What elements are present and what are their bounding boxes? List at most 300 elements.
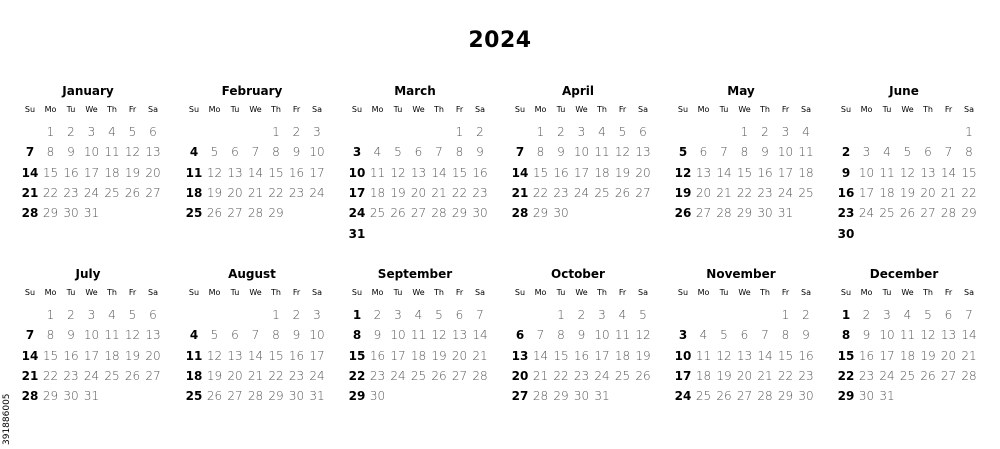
- day-cell: 2: [373, 308, 382, 322]
- day-cell: 21: [716, 185, 732, 200]
- day-cell: 8: [352, 328, 362, 343]
- day-cell: 25: [410, 368, 427, 383]
- weekday-label: Fr: [292, 288, 301, 297]
- weekday-label: Fr: [781, 288, 790, 297]
- day-cell: 30: [798, 389, 814, 404]
- weekday-label: We: [85, 105, 98, 114]
- day-cell: 1: [46, 308, 55, 322]
- day-cell: 1: [740, 125, 749, 139]
- day-cell: 4: [903, 308, 912, 322]
- day-cell: 17: [858, 185, 875, 200]
- month-june: [836, 84, 977, 244]
- day-cell: 28: [21, 389, 39, 404]
- weekday-label: Tu: [230, 105, 240, 114]
- weekday-label: Sa: [312, 288, 322, 297]
- day-cell: 26: [431, 368, 447, 383]
- day-cell: 11: [104, 145, 120, 160]
- day-cell: 6: [515, 328, 525, 343]
- day-cell: 8: [46, 145, 55, 160]
- day-cell: 14: [21, 348, 39, 363]
- weekday-label: Fr: [292, 105, 301, 114]
- day-cell: 21: [961, 348, 977, 363]
- day-cell: 8: [781, 328, 790, 343]
- day-cell: 19: [124, 348, 141, 363]
- day-cell: 4: [699, 328, 708, 343]
- day-cell: 23: [573, 368, 590, 383]
- day-cell: 17: [309, 165, 325, 180]
- weekday-label: Mo: [371, 105, 384, 114]
- day-cell: 5: [128, 125, 137, 139]
- day-cell: 2: [67, 308, 75, 322]
- weekday-label: Su: [188, 105, 200, 114]
- day-cell: 17: [573, 165, 590, 180]
- day-cell: 26: [124, 368, 141, 383]
- weekday-label: Tu: [393, 288, 403, 297]
- day-cell: 9: [292, 145, 301, 160]
- day-cell: 14: [247, 165, 264, 180]
- weekday-label: Tu: [66, 105, 76, 114]
- day-cell: 4: [189, 145, 199, 160]
- day-cell: 11: [185, 348, 203, 363]
- day-cell: 26: [614, 185, 631, 200]
- weekday-label: Su: [514, 105, 526, 114]
- day-cell: 15: [42, 348, 59, 363]
- day-cell: 4: [598, 125, 606, 139]
- month-december: [836, 267, 977, 427]
- day-cell: 4: [373, 145, 382, 160]
- day-cell: 24: [573, 185, 590, 200]
- day-cell: 23: [798, 368, 814, 383]
- month-title: December: [869, 267, 939, 281]
- day-cell: 20: [145, 165, 161, 180]
- day-cell: 1: [46, 125, 55, 139]
- day-cell: 20: [145, 348, 161, 363]
- day-cell: 17: [309, 348, 325, 363]
- day-cell: 27: [145, 185, 161, 200]
- month-title: July: [75, 267, 101, 281]
- day-cell: 12: [124, 328, 141, 343]
- day-cell: 13: [227, 348, 243, 363]
- day-cell: 30: [757, 206, 773, 221]
- day-cell: 16: [837, 185, 855, 200]
- day-cell: 1: [352, 308, 362, 322]
- day-cell: 30: [573, 389, 590, 404]
- weekday-label: Sa: [475, 288, 485, 297]
- weekday-label: Th: [597, 288, 607, 297]
- day-cell: 24: [83, 368, 100, 383]
- day-cell: 6: [231, 328, 239, 343]
- day-cell: 1: [965, 125, 973, 139]
- day-cell: 27: [511, 389, 529, 404]
- day-cell: 9: [292, 328, 301, 343]
- day-cell: 4: [802, 125, 810, 139]
- day-cell: 11: [899, 328, 916, 343]
- weekday-label: We: [249, 105, 262, 114]
- day-cell: 16: [553, 165, 569, 180]
- day-cell: 23: [757, 185, 773, 200]
- weekday-label: Su: [514, 288, 526, 297]
- weekday-label: Sa: [964, 288, 974, 297]
- day-cell: 10: [573, 145, 590, 160]
- day-cell: 18: [879, 185, 895, 200]
- day-cell: 29: [837, 389, 855, 404]
- day-cell: 16: [472, 165, 488, 180]
- day-cell: 15: [553, 348, 569, 363]
- day-cell: 19: [431, 348, 447, 363]
- weekday-label: Mo: [697, 288, 710, 297]
- day-cell: 21: [247, 368, 264, 383]
- day-cell: 29: [348, 389, 366, 404]
- day-cell: 16: [63, 348, 79, 363]
- day-cell: 21: [431, 185, 447, 200]
- day-cell: 13: [635, 145, 651, 160]
- day-cell: 8: [46, 328, 55, 343]
- day-cell: 20: [227, 185, 243, 200]
- day-cell: 29: [553, 389, 569, 404]
- day-cell: 7: [965, 308, 973, 322]
- day-cell: 26: [206, 206, 223, 221]
- day-cell: 1: [841, 308, 851, 322]
- day-cell: 5: [394, 145, 402, 160]
- day-cell: 10: [674, 348, 692, 363]
- month-july: [20, 267, 161, 427]
- day-cell: 11: [798, 145, 814, 160]
- day-cell: 1: [455, 125, 464, 139]
- day-cell: 12: [920, 328, 936, 343]
- day-cell: 16: [369, 348, 386, 363]
- weekday-label: We: [738, 105, 751, 114]
- day-cell: 20: [410, 185, 427, 200]
- day-cell: 10: [348, 165, 366, 180]
- day-cell: 12: [124, 145, 141, 160]
- day-cell: 2: [67, 125, 75, 139]
- day-cell: 2: [577, 308, 586, 322]
- weekday-label: Th: [271, 105, 281, 114]
- day-cell: 3: [678, 328, 688, 343]
- day-cell: 27: [410, 206, 427, 221]
- day-cell: 7: [476, 308, 484, 322]
- day-cell: 10: [390, 328, 406, 343]
- weekday-label: Th: [597, 105, 607, 114]
- day-cell: 3: [313, 308, 321, 322]
- day-cell: 14: [247, 348, 264, 363]
- day-cell: 9: [802, 328, 810, 343]
- weekday-label: Th: [760, 105, 770, 114]
- day-cell: 11: [594, 145, 610, 160]
- day-cell: 15: [268, 348, 284, 363]
- day-cell: 24: [390, 368, 406, 383]
- day-cell: 22: [553, 368, 569, 383]
- day-cell: 18: [695, 368, 712, 383]
- weekday-label: Th: [923, 105, 933, 114]
- day-cell: 6: [455, 308, 464, 322]
- day-cell: 24: [674, 389, 692, 404]
- day-cell: 29: [961, 206, 977, 221]
- day-cell: 13: [227, 165, 243, 180]
- day-cell: 27: [145, 368, 161, 383]
- weekday-label: Tu: [882, 288, 892, 297]
- day-cell: 14: [757, 348, 773, 363]
- weekday-label: Fr: [455, 105, 464, 114]
- day-cell: 19: [899, 185, 916, 200]
- day-cell: 30: [63, 389, 79, 404]
- day-cell: 15: [736, 165, 753, 180]
- day-cell: 21: [757, 368, 773, 383]
- day-cell: 15: [961, 165, 977, 180]
- day-cell: 27: [736, 389, 753, 404]
- weekday-label: Sa: [638, 288, 648, 297]
- day-cell: 4: [618, 308, 627, 322]
- weekday-label: Su: [24, 288, 36, 297]
- weekday-label: Fr: [944, 105, 953, 114]
- month-title: June: [889, 84, 919, 98]
- month-september: [347, 267, 488, 427]
- day-cell: 19: [390, 185, 406, 200]
- day-cell: 3: [598, 308, 606, 322]
- day-cell: 8: [841, 328, 851, 343]
- day-cell: 22: [268, 368, 284, 383]
- day-cell: 5: [639, 308, 647, 322]
- weekday-label: Th: [923, 288, 933, 297]
- day-cell: 29: [777, 389, 794, 404]
- day-cell: 18: [185, 368, 203, 383]
- month-august: [184, 267, 325, 427]
- day-cell: 12: [674, 165, 692, 180]
- day-cell: 31: [83, 206, 100, 221]
- day-cell: 24: [858, 206, 875, 221]
- day-cell: 18: [614, 348, 631, 363]
- day-cell: 1: [781, 308, 790, 322]
- day-cell: 30: [369, 389, 386, 404]
- day-cell: 3: [87, 308, 96, 322]
- day-cell: 28: [247, 389, 264, 404]
- day-cell: 31: [594, 389, 610, 404]
- day-cell: 16: [288, 165, 305, 180]
- day-cell: 25: [879, 206, 895, 221]
- day-cell: 28: [940, 206, 957, 221]
- weekday-label: Th: [107, 105, 117, 114]
- day-cell: 5: [435, 308, 443, 322]
- weekday-label: Su: [677, 105, 689, 114]
- day-cell: 21: [472, 348, 488, 363]
- day-cell: 25: [899, 368, 916, 383]
- day-cell: 16: [63, 165, 79, 180]
- day-cell: 26: [635, 368, 651, 383]
- day-cell: 25: [369, 206, 386, 221]
- day-cell: 19: [206, 368, 223, 383]
- day-cell: 13: [145, 328, 161, 343]
- day-cell: 28: [716, 206, 732, 221]
- month-april: [510, 84, 651, 244]
- day-cell: 26: [674, 206, 692, 221]
- month-title: January: [62, 84, 114, 98]
- day-cell: 2: [841, 145, 851, 160]
- day-cell: 15: [777, 348, 794, 363]
- day-cell: 4: [108, 308, 116, 322]
- day-cell: 21: [247, 185, 264, 200]
- day-cell: 20: [511, 368, 529, 383]
- day-cell: 11: [104, 328, 120, 343]
- day-cell: 30: [63, 206, 79, 221]
- day-cell: 19: [614, 165, 631, 180]
- day-cell: 8: [965, 145, 973, 160]
- day-cell: 10: [309, 145, 325, 160]
- day-cell: 6: [944, 308, 953, 322]
- day-cell: 31: [348, 226, 366, 241]
- day-cell: 9: [557, 145, 565, 160]
- weekday-label: We: [412, 288, 425, 297]
- day-cell: 27: [920, 206, 936, 221]
- day-cell: 30: [288, 389, 305, 404]
- day-cell: 12: [390, 165, 406, 180]
- day-cell: 10: [594, 328, 610, 343]
- day-cell: 7: [720, 145, 728, 160]
- day-cell: 12: [206, 348, 223, 363]
- day-cell: 10: [777, 145, 794, 160]
- day-cell: 19: [206, 185, 223, 200]
- day-cell: 16: [858, 348, 875, 363]
- day-cell: 29: [736, 206, 753, 221]
- day-cell: 24: [879, 368, 895, 383]
- day-cell: 21: [21, 185, 39, 200]
- month-title: October: [551, 267, 605, 281]
- day-cell: 22: [777, 368, 794, 383]
- day-cell: 14: [940, 165, 957, 180]
- weekday-label: Sa: [148, 288, 158, 297]
- day-cell: 3: [352, 145, 362, 160]
- day-cell: 23: [369, 368, 386, 383]
- weekday-label: Tu: [882, 105, 892, 114]
- day-cell: 15: [42, 165, 59, 180]
- day-cell: 23: [288, 368, 305, 383]
- day-cell: 30: [553, 206, 569, 221]
- day-cell: 23: [63, 185, 79, 200]
- day-cell: 24: [83, 185, 100, 200]
- weekday-label: Fr: [128, 105, 137, 114]
- month-february: [184, 84, 325, 244]
- day-cell: 7: [25, 145, 35, 160]
- day-cell: 7: [944, 145, 953, 160]
- day-cell: 24: [309, 368, 325, 383]
- weekday-label: Th: [434, 288, 444, 297]
- day-cell: 25: [594, 185, 610, 200]
- day-cell: 24: [594, 368, 610, 383]
- day-cell: 6: [699, 145, 708, 160]
- day-cell: 31: [777, 206, 794, 221]
- day-cell: 29: [42, 389, 59, 404]
- day-cell: 5: [720, 328, 728, 343]
- day-cell: 25: [185, 206, 203, 221]
- weekday-label: Mo: [534, 105, 547, 114]
- weekday-label: Tu: [556, 105, 566, 114]
- weekday-label: Su: [351, 105, 363, 114]
- day-cell: 5: [210, 328, 219, 343]
- day-cell: 16: [757, 165, 773, 180]
- day-cell: 23: [288, 185, 305, 200]
- day-cell: 3: [87, 125, 96, 139]
- month-title: May: [727, 84, 755, 98]
- day-cell: 9: [67, 145, 75, 160]
- day-cell: 26: [716, 389, 732, 404]
- day-cell: 20: [920, 185, 936, 200]
- day-cell: 5: [210, 145, 219, 160]
- weekday-label: Fr: [618, 288, 627, 297]
- weekday-label: Fr: [944, 288, 953, 297]
- day-cell: 11: [614, 328, 631, 343]
- weekday-label: We: [901, 288, 914, 297]
- day-cell: 25: [695, 389, 712, 404]
- day-cell: 29: [42, 206, 59, 221]
- day-cell: 11: [695, 348, 712, 363]
- weekday-label: Sa: [148, 105, 158, 114]
- month-november: [673, 267, 814, 427]
- day-cell: 14: [431, 165, 447, 180]
- day-cell: 17: [777, 165, 794, 180]
- day-cell: 22: [42, 368, 59, 383]
- day-cell: 15: [348, 348, 366, 363]
- day-cell: 25: [614, 368, 631, 383]
- day-cell: 28: [431, 206, 447, 221]
- weekday-label: Tu: [719, 105, 729, 114]
- weekday-label: Mo: [534, 288, 547, 297]
- weekday-label: Mo: [860, 105, 873, 114]
- weekday-label: Th: [271, 288, 281, 297]
- day-cell: 9: [862, 328, 871, 343]
- day-cell: 29: [268, 389, 284, 404]
- weekday-label: Mo: [208, 105, 221, 114]
- weekday-label: Mo: [697, 105, 710, 114]
- day-cell: 17: [594, 348, 610, 363]
- day-cell: 20: [451, 348, 468, 363]
- day-cell: 12: [614, 145, 631, 160]
- weekday-label: Tu: [393, 105, 403, 114]
- day-cell: 8: [557, 328, 565, 343]
- weekday-label: Mo: [371, 288, 384, 297]
- day-cell: 27: [227, 389, 243, 404]
- weekday-label: Su: [24, 105, 36, 114]
- day-cell: 3: [862, 145, 871, 160]
- day-cell: 17: [83, 348, 100, 363]
- day-cell: 5: [678, 145, 688, 160]
- day-cell: 24: [348, 206, 366, 221]
- weekday-label: Fr: [781, 105, 790, 114]
- day-cell: 10: [858, 165, 875, 180]
- day-cell: 4: [108, 125, 116, 139]
- day-cell: 30: [837, 226, 855, 241]
- day-cell: 1: [272, 308, 280, 322]
- day-cell: 6: [149, 125, 157, 139]
- day-cell: 30: [858, 389, 875, 404]
- day-cell: 8: [455, 145, 464, 160]
- weekday-label: Tu: [556, 288, 566, 297]
- day-cell: 22: [42, 185, 59, 200]
- weekday-label: Mo: [44, 288, 57, 297]
- weekday-label: We: [412, 105, 425, 114]
- day-cell: 22: [837, 368, 855, 383]
- day-cell: 22: [451, 185, 468, 200]
- day-cell: 28: [511, 206, 529, 221]
- day-cell: 2: [862, 308, 871, 322]
- day-cell: 1: [272, 125, 280, 139]
- day-cell: 7: [761, 328, 769, 343]
- day-cell: 20: [940, 348, 957, 363]
- day-cell: 15: [532, 165, 549, 180]
- weekday-label: Mo: [860, 288, 873, 297]
- weekday-label: Sa: [801, 288, 811, 297]
- day-cell: 20: [227, 368, 243, 383]
- day-cell: 3: [313, 125, 321, 139]
- day-cell: 20: [635, 165, 651, 180]
